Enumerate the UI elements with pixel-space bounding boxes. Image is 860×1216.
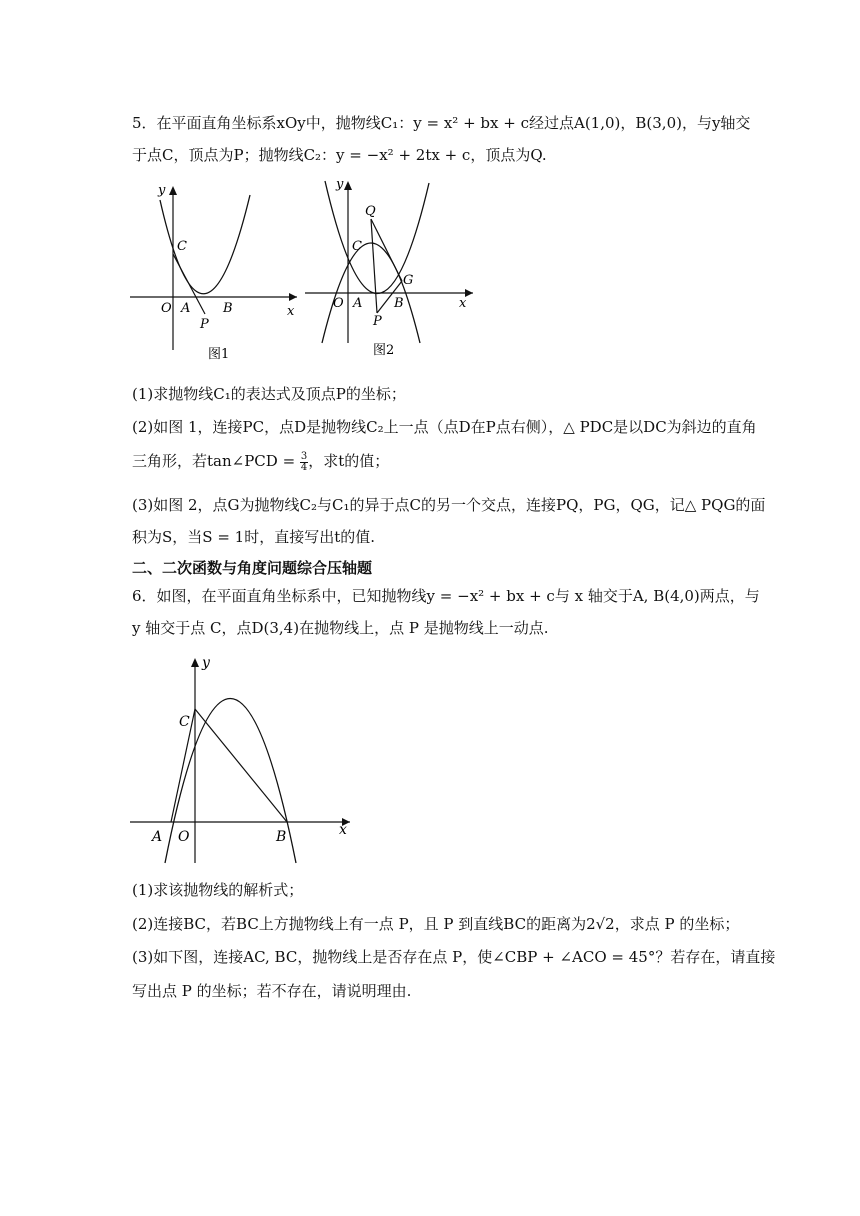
fig2-c-label: C: [352, 239, 362, 254]
fig2-p-label: P: [373, 314, 382, 329]
figure-3: [128, 650, 358, 865]
fig2-caption: 图2: [373, 343, 395, 358]
section-heading: 二、二次函数与角度问题综合压轴题: [132, 559, 373, 577]
fig1-o-label: O: [161, 301, 172, 316]
fig1-c-label: C: [177, 239, 187, 254]
problem-5-q2-line-1: (2)如图 1，连接PC，点D是抛物线C₂上一点（点D在P点右侧），△ PDC是以DC为斜边的直角: [132, 418, 757, 436]
problem-6-line-1: 6．如图，在平面直角坐标系中，已知抛物线y = −x² + bx + c与 x 轴交于A, B(4,0)两点，与: [132, 587, 760, 605]
fig2-o-label: O: [333, 296, 344, 311]
problem-6-q2: (2)连接BC，若BC上方抛物线上有一点 P，且 P 到直线BC的距离为2√2，求点 P 的坐标；: [132, 915, 740, 933]
fig3-x-label: x: [339, 822, 347, 838]
problem-6-q3-line-1: (3)如下图，连接AC, BC，抛物线上是否存在点 P，使∠CBP + ∠ACO = 45°？若存在，请直接: [132, 948, 776, 966]
fig1-caption: 图1: [208, 347, 230, 362]
problem-5-q3-line-2: 积为S，当S = 1时，直接写出t的值.: [132, 528, 375, 546]
fraction-numerator: 3: [300, 450, 308, 462]
fig1-x-label: x: [287, 304, 295, 319]
fig2-b-label: B: [394, 296, 404, 311]
problem-5-q1: (1)求抛物线C₁的表达式及顶点P的坐标；: [132, 385, 406, 403]
fig3-o-label: O: [178, 829, 190, 845]
fig2-q-label: Q: [365, 204, 376, 219]
fig3-a-label: A: [152, 829, 163, 845]
fig1-y-label: y: [158, 183, 166, 198]
problem-6-line-2: y 轴交于点 C，点D(3,4)在抛物线上，点 P 是抛物线上一动点.: [132, 619, 549, 637]
fig1-b-label: B: [223, 301, 233, 316]
q2-text-pre: 三角形，若tan∠PCD =: [132, 452, 300, 470]
fig3-b-label: B: [276, 829, 287, 845]
fig3-c-label: C: [179, 714, 190, 730]
q2-text-post: ，求t的值；: [308, 452, 390, 470]
problem-6-q1: (1)求该抛物线的解析式；: [132, 881, 304, 899]
fig2-x-label: x: [459, 296, 467, 311]
fig1-p-label: P: [200, 317, 209, 332]
problem-5-line-1: 5．在平面直角坐标系xOy中，抛物线C₁：y = x² + bx + c经过点A(1,0)，B(3,0)，与y轴交: [132, 114, 751, 132]
figure-2: [305, 173, 485, 363]
fig2-a-label: A: [353, 296, 363, 311]
figure-1: [125, 180, 310, 365]
problem-5-line-2: 于点C，顶点为P；抛物线C₂：y = −x² + 2tx + c，顶点为Q.: [132, 146, 547, 164]
fig3-y-label: y: [202, 655, 210, 671]
fig2-g-label: G: [403, 273, 414, 288]
fig2-y-label: y: [336, 177, 344, 192]
problem-5-q2-line-2: [132, 450, 389, 473]
fraction-denominator: 4: [300, 461, 308, 473]
fig1-a-label: A: [181, 301, 191, 316]
problem-6-q3-line-2: 写出点 P 的坐标；若不存在，请说明理由.: [132, 982, 412, 1000]
problem-5-q3-line-1: (3)如图 2，点G为抛物线C₂与C₁的异于点C的另一个交点，连接PQ，PG，QG，记△ PQG的面: [132, 496, 766, 514]
